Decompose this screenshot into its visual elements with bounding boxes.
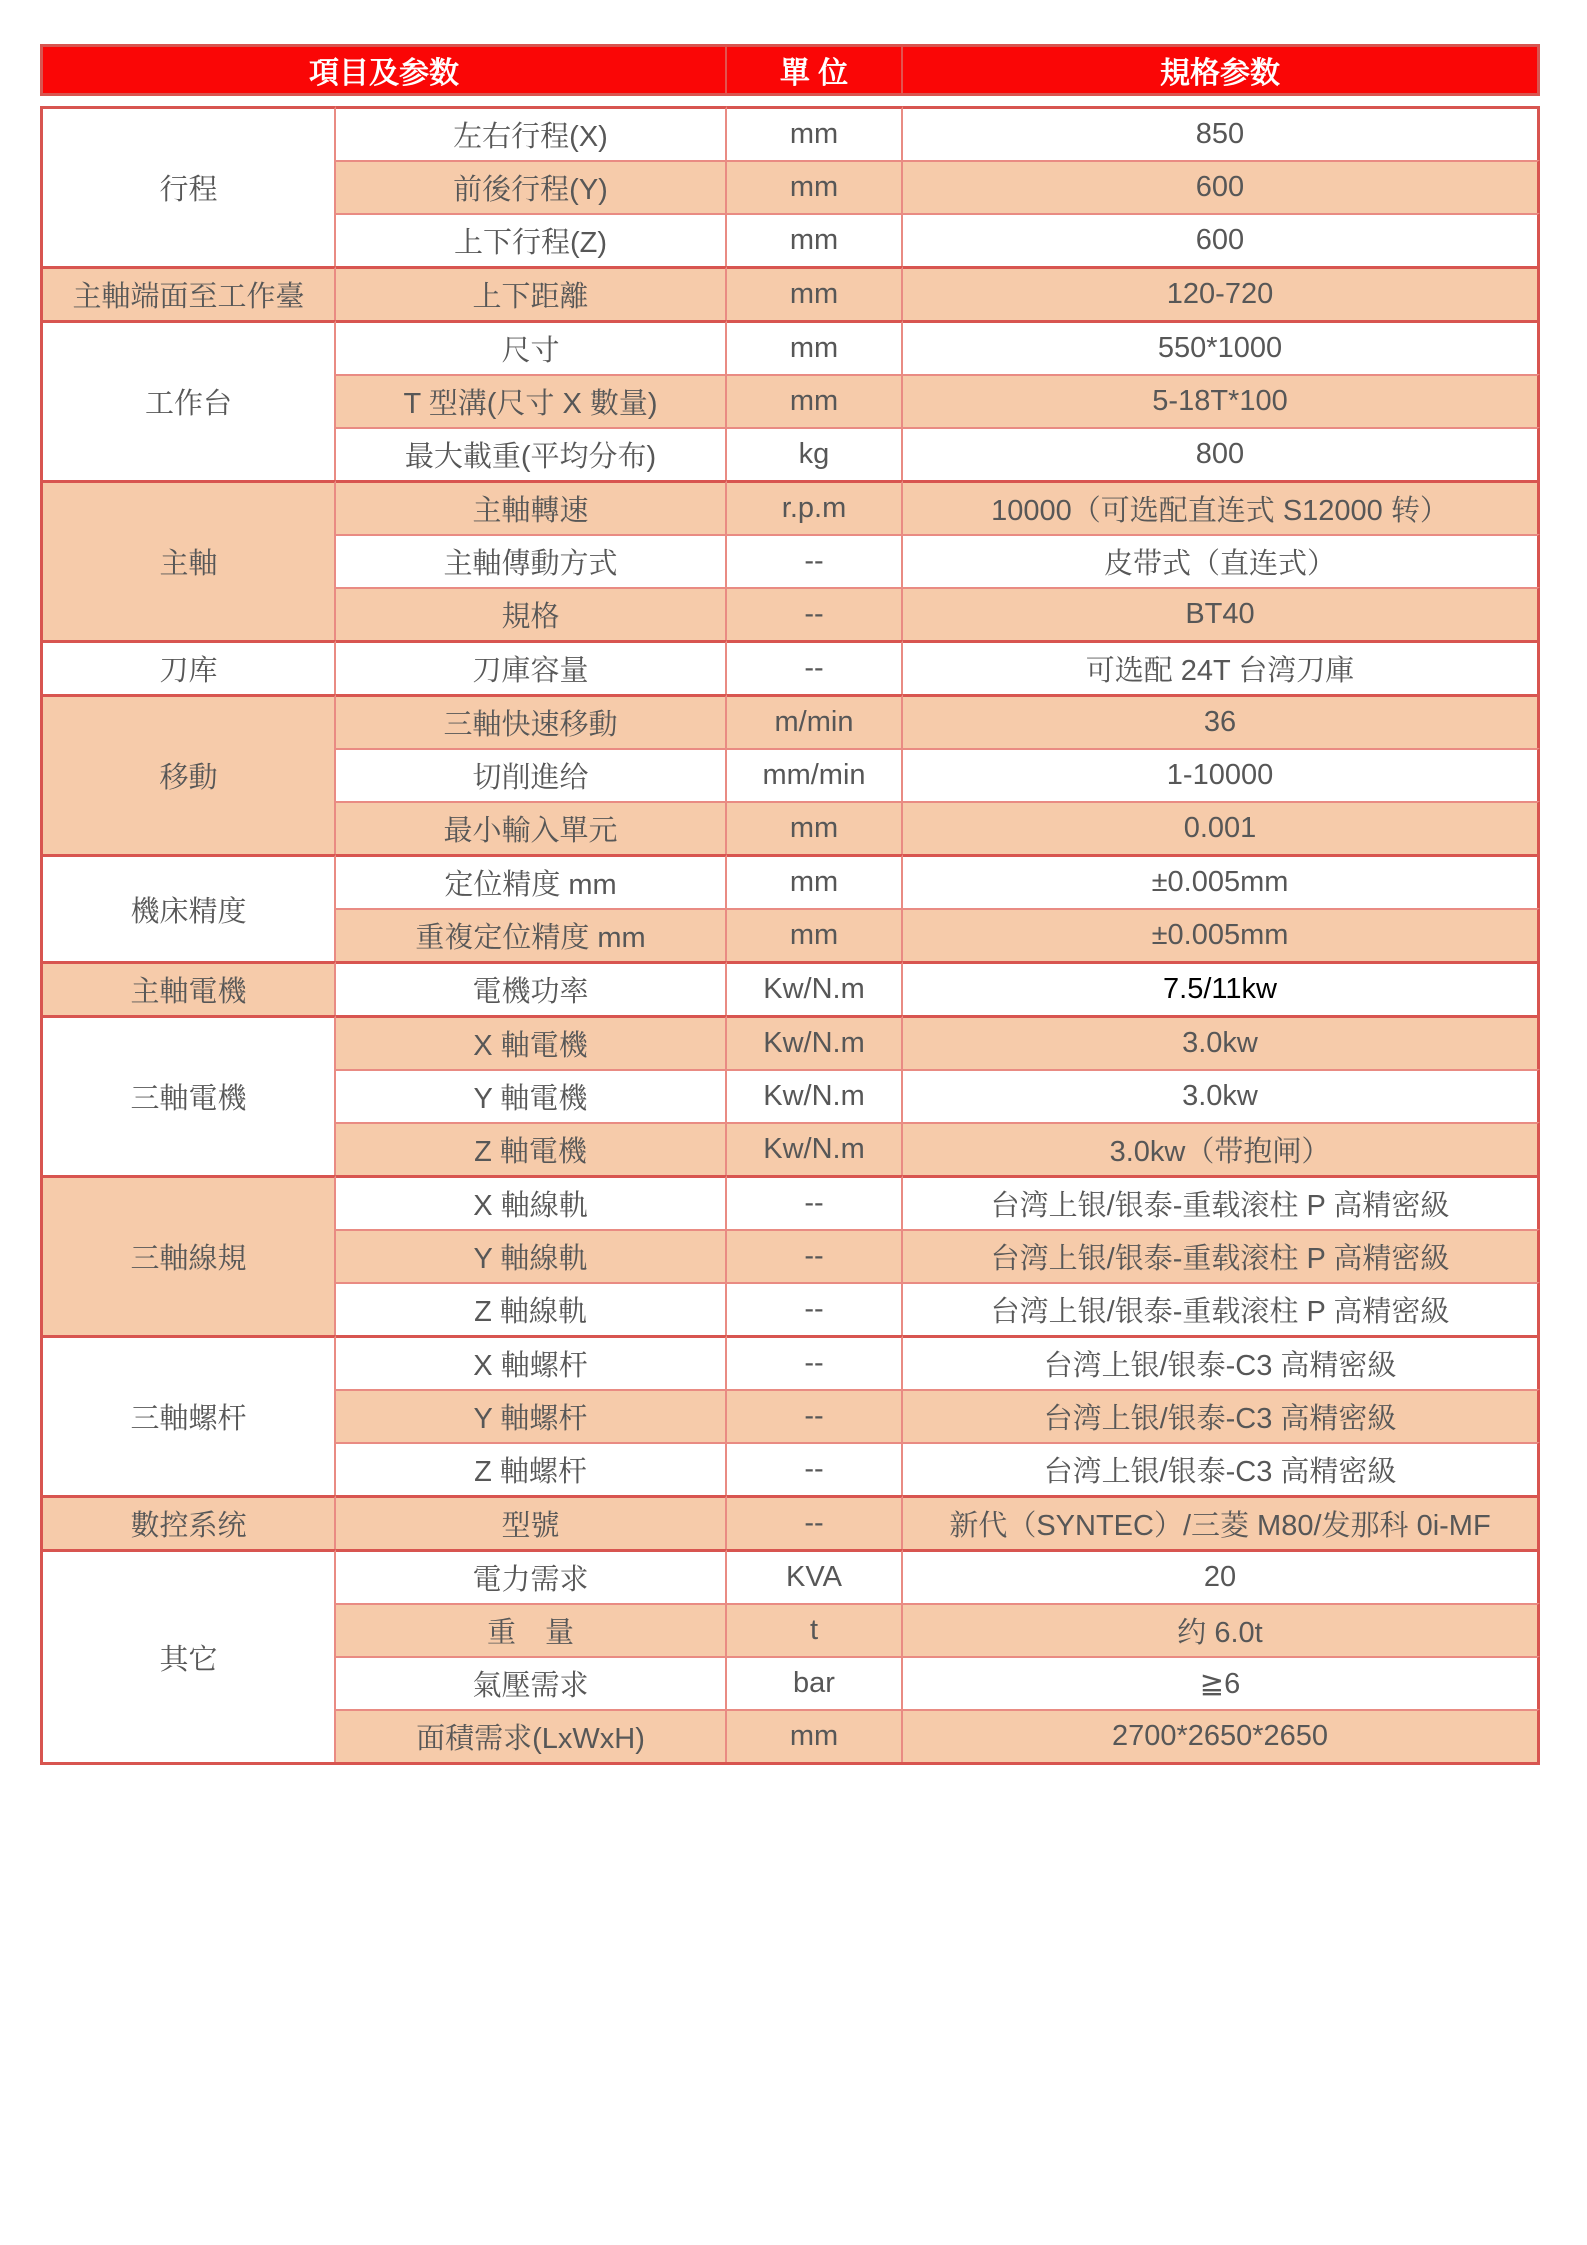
unit-cell: -- xyxy=(727,1389,903,1442)
unit-cell: mm xyxy=(727,908,903,961)
value-cell: BT40 xyxy=(903,587,1540,640)
table-row xyxy=(40,320,1540,374)
spec-table xyxy=(40,44,1540,1765)
table-row xyxy=(40,1015,1540,1069)
param-cell: Y 軸電機 xyxy=(336,1069,727,1122)
value-cell: 5-18T*100 xyxy=(903,374,1540,427)
table-header xyxy=(40,44,1540,106)
table-row xyxy=(40,1335,1540,1389)
table-row xyxy=(40,961,1540,1015)
param-cell: 刀庫容量 xyxy=(336,640,727,694)
param-cell: 三軸快速移動 xyxy=(336,694,727,748)
unit-cell: Kw/N.m xyxy=(727,1015,903,1069)
value-cell: 皮带式（直连式） xyxy=(903,534,1540,587)
unit-cell: -- xyxy=(727,1282,903,1335)
value-cell: 0.001 xyxy=(903,801,1540,854)
value-cell: 600 xyxy=(903,213,1540,266)
value-cell: 约 6.0t xyxy=(903,1603,1540,1656)
group-cell: 移動 xyxy=(40,694,336,854)
unit-cell: t xyxy=(727,1603,903,1656)
value-cell: 20 xyxy=(903,1549,1540,1603)
unit-cell: Kw/N.m xyxy=(727,961,903,1015)
param-cell: 切削進给 xyxy=(336,748,727,801)
table-row xyxy=(40,694,1540,748)
value-cell: 可选配 24T 台湾刀庫 xyxy=(903,640,1540,694)
table-row xyxy=(40,1549,1540,1603)
param-cell: 重 量 xyxy=(336,1603,727,1656)
value-cell: ≧6 xyxy=(903,1656,1540,1709)
unit-cell: -- xyxy=(727,1229,903,1282)
param-cell: 最小輸入單元 xyxy=(336,801,727,854)
table-body xyxy=(40,106,1540,1762)
unit-cell: mm xyxy=(727,854,903,908)
value-cell: 台湾上银/银泰-C3 高精密級 xyxy=(903,1442,1540,1495)
value-cell: 3.0kw xyxy=(903,1069,1540,1122)
header-cell-spec: 規格参数 xyxy=(903,44,1540,96)
group-cell: 數控系统 xyxy=(40,1495,336,1549)
param-cell: 電力需求 xyxy=(336,1549,727,1603)
unit-cell: mm xyxy=(727,160,903,213)
group-cell: 主軸 xyxy=(40,480,336,640)
unit-cell: -- xyxy=(727,1495,903,1549)
value-cell: 台湾上银/银泰-C3 高精密級 xyxy=(903,1335,1540,1389)
table-row xyxy=(40,266,1540,320)
value-cell: 台湾上银/银泰-C3 高精密級 xyxy=(903,1389,1540,1442)
group-cell: 三軸螺杆 xyxy=(40,1335,336,1495)
param-cell: 規格 xyxy=(336,587,727,640)
value-cell: 台湾上银/银泰-重载滚柱 P 高精密級 xyxy=(903,1282,1540,1335)
value-cell: 3.0kw（带抱闸） xyxy=(903,1122,1540,1175)
param-cell: 上下行程(Z) xyxy=(336,213,727,266)
value-cell: ±0.005mm xyxy=(903,908,1540,961)
param-cell: 最大載重(平均分布) xyxy=(336,427,727,480)
unit-cell: mm xyxy=(727,266,903,320)
value-cell: 800 xyxy=(903,427,1540,480)
value-cell: ±0.005mm xyxy=(903,854,1540,908)
value-cell: 台湾上银/银泰-重载滚柱 P 高精密級 xyxy=(903,1229,1540,1282)
param-cell: Z 軸電機 xyxy=(336,1122,727,1175)
header-gap xyxy=(40,96,1540,106)
group-cell: 刀库 xyxy=(40,640,336,694)
unit-cell: m/min xyxy=(727,694,903,748)
param-cell: T 型溝(尺寸 X 數量) xyxy=(336,374,727,427)
param-cell: 重複定位精度 mm xyxy=(336,908,727,961)
group-cell: 三軸電機 xyxy=(40,1015,336,1175)
unit-cell: -- xyxy=(727,534,903,587)
group-cell: 主軸電機 xyxy=(40,961,336,1015)
value-cell: 1-10000 xyxy=(903,748,1540,801)
value-cell: 7.5/11kw xyxy=(903,961,1540,1015)
param-cell: X 軸電機 xyxy=(336,1015,727,1069)
value-cell: 台湾上银/银泰-重载滚柱 P 高精密級 xyxy=(903,1175,1540,1229)
param-cell: X 軸線軌 xyxy=(336,1175,727,1229)
param-cell: X 軸螺杆 xyxy=(336,1335,727,1389)
group-cell: 主軸端面至工作臺 xyxy=(40,266,336,320)
unit-cell: mm xyxy=(727,213,903,266)
unit-cell: -- xyxy=(727,1442,903,1495)
unit-cell: mm/min xyxy=(727,748,903,801)
value-cell: 120-720 xyxy=(903,266,1540,320)
table-row xyxy=(40,1495,1540,1549)
value-cell: 600 xyxy=(903,160,1540,213)
unit-cell: KVA xyxy=(727,1549,903,1603)
unit-cell: kg xyxy=(727,427,903,480)
param-cell: 左右行程(X) xyxy=(336,106,727,160)
header-gap-cell xyxy=(40,96,1540,106)
param-cell: 面積需求(LxWxH) xyxy=(336,1709,727,1762)
param-cell: Y 軸螺杆 xyxy=(336,1389,727,1442)
param-cell: 定位精度 mm xyxy=(336,854,727,908)
unit-cell: -- xyxy=(727,640,903,694)
table-row xyxy=(40,1175,1540,1229)
table-row xyxy=(40,854,1540,908)
unit-cell: -- xyxy=(727,587,903,640)
param-cell: Z 軸線軌 xyxy=(336,1282,727,1335)
unit-cell: r.p.m xyxy=(727,480,903,534)
param-cell: 氣壓需求 xyxy=(336,1656,727,1709)
value-cell: 550*1000 xyxy=(903,320,1540,374)
value-cell: 新代（SYNTEC）/三菱 M80/发那科 0i-MF xyxy=(903,1495,1540,1549)
unit-cell: bar xyxy=(727,1656,903,1709)
table-row xyxy=(40,480,1540,534)
param-cell: 主軸傳動方式 xyxy=(336,534,727,587)
unit-cell: mm xyxy=(727,801,903,854)
header-row xyxy=(40,44,1540,96)
unit-cell: mm xyxy=(727,1709,903,1762)
value-cell: 3.0kw xyxy=(903,1015,1540,1069)
param-cell: 尺寸 xyxy=(336,320,727,374)
param-cell: Z 軸螺杆 xyxy=(336,1442,727,1495)
unit-cell: mm xyxy=(727,320,903,374)
group-cell: 三軸線規 xyxy=(40,1175,336,1335)
group-cell: 工作台 xyxy=(40,320,336,480)
value-cell: 36 xyxy=(903,694,1540,748)
param-cell: Y 軸線軌 xyxy=(336,1229,727,1282)
value-cell: 10000（可选配直连式 S12000 转） xyxy=(903,480,1540,534)
header-cell-unit: 單 位 xyxy=(727,44,903,96)
unit-cell: -- xyxy=(727,1335,903,1389)
param-cell: 主軸轉速 xyxy=(336,480,727,534)
value-cell: 850 xyxy=(903,106,1540,160)
param-cell: 上下距離 xyxy=(336,266,727,320)
value-cell: 2700*2650*2650 xyxy=(903,1709,1540,1762)
table-row xyxy=(40,640,1540,694)
group-cell: 機床精度 xyxy=(40,854,336,961)
param-cell: 型號 xyxy=(336,1495,727,1549)
unit-cell: mm xyxy=(727,374,903,427)
group-cell: 行程 xyxy=(40,106,336,266)
unit-cell: -- xyxy=(727,1175,903,1229)
param-cell: 電機功率 xyxy=(336,961,727,1015)
unit-cell: Kw/N.m xyxy=(727,1122,903,1175)
unit-cell: mm xyxy=(727,106,903,160)
unit-cell: Kw/N.m xyxy=(727,1069,903,1122)
param-cell: 前後行程(Y) xyxy=(336,160,727,213)
header-cell-params: 項目及参数 xyxy=(40,44,727,96)
table-row xyxy=(40,106,1540,160)
group-cell: 其它 xyxy=(40,1549,336,1762)
